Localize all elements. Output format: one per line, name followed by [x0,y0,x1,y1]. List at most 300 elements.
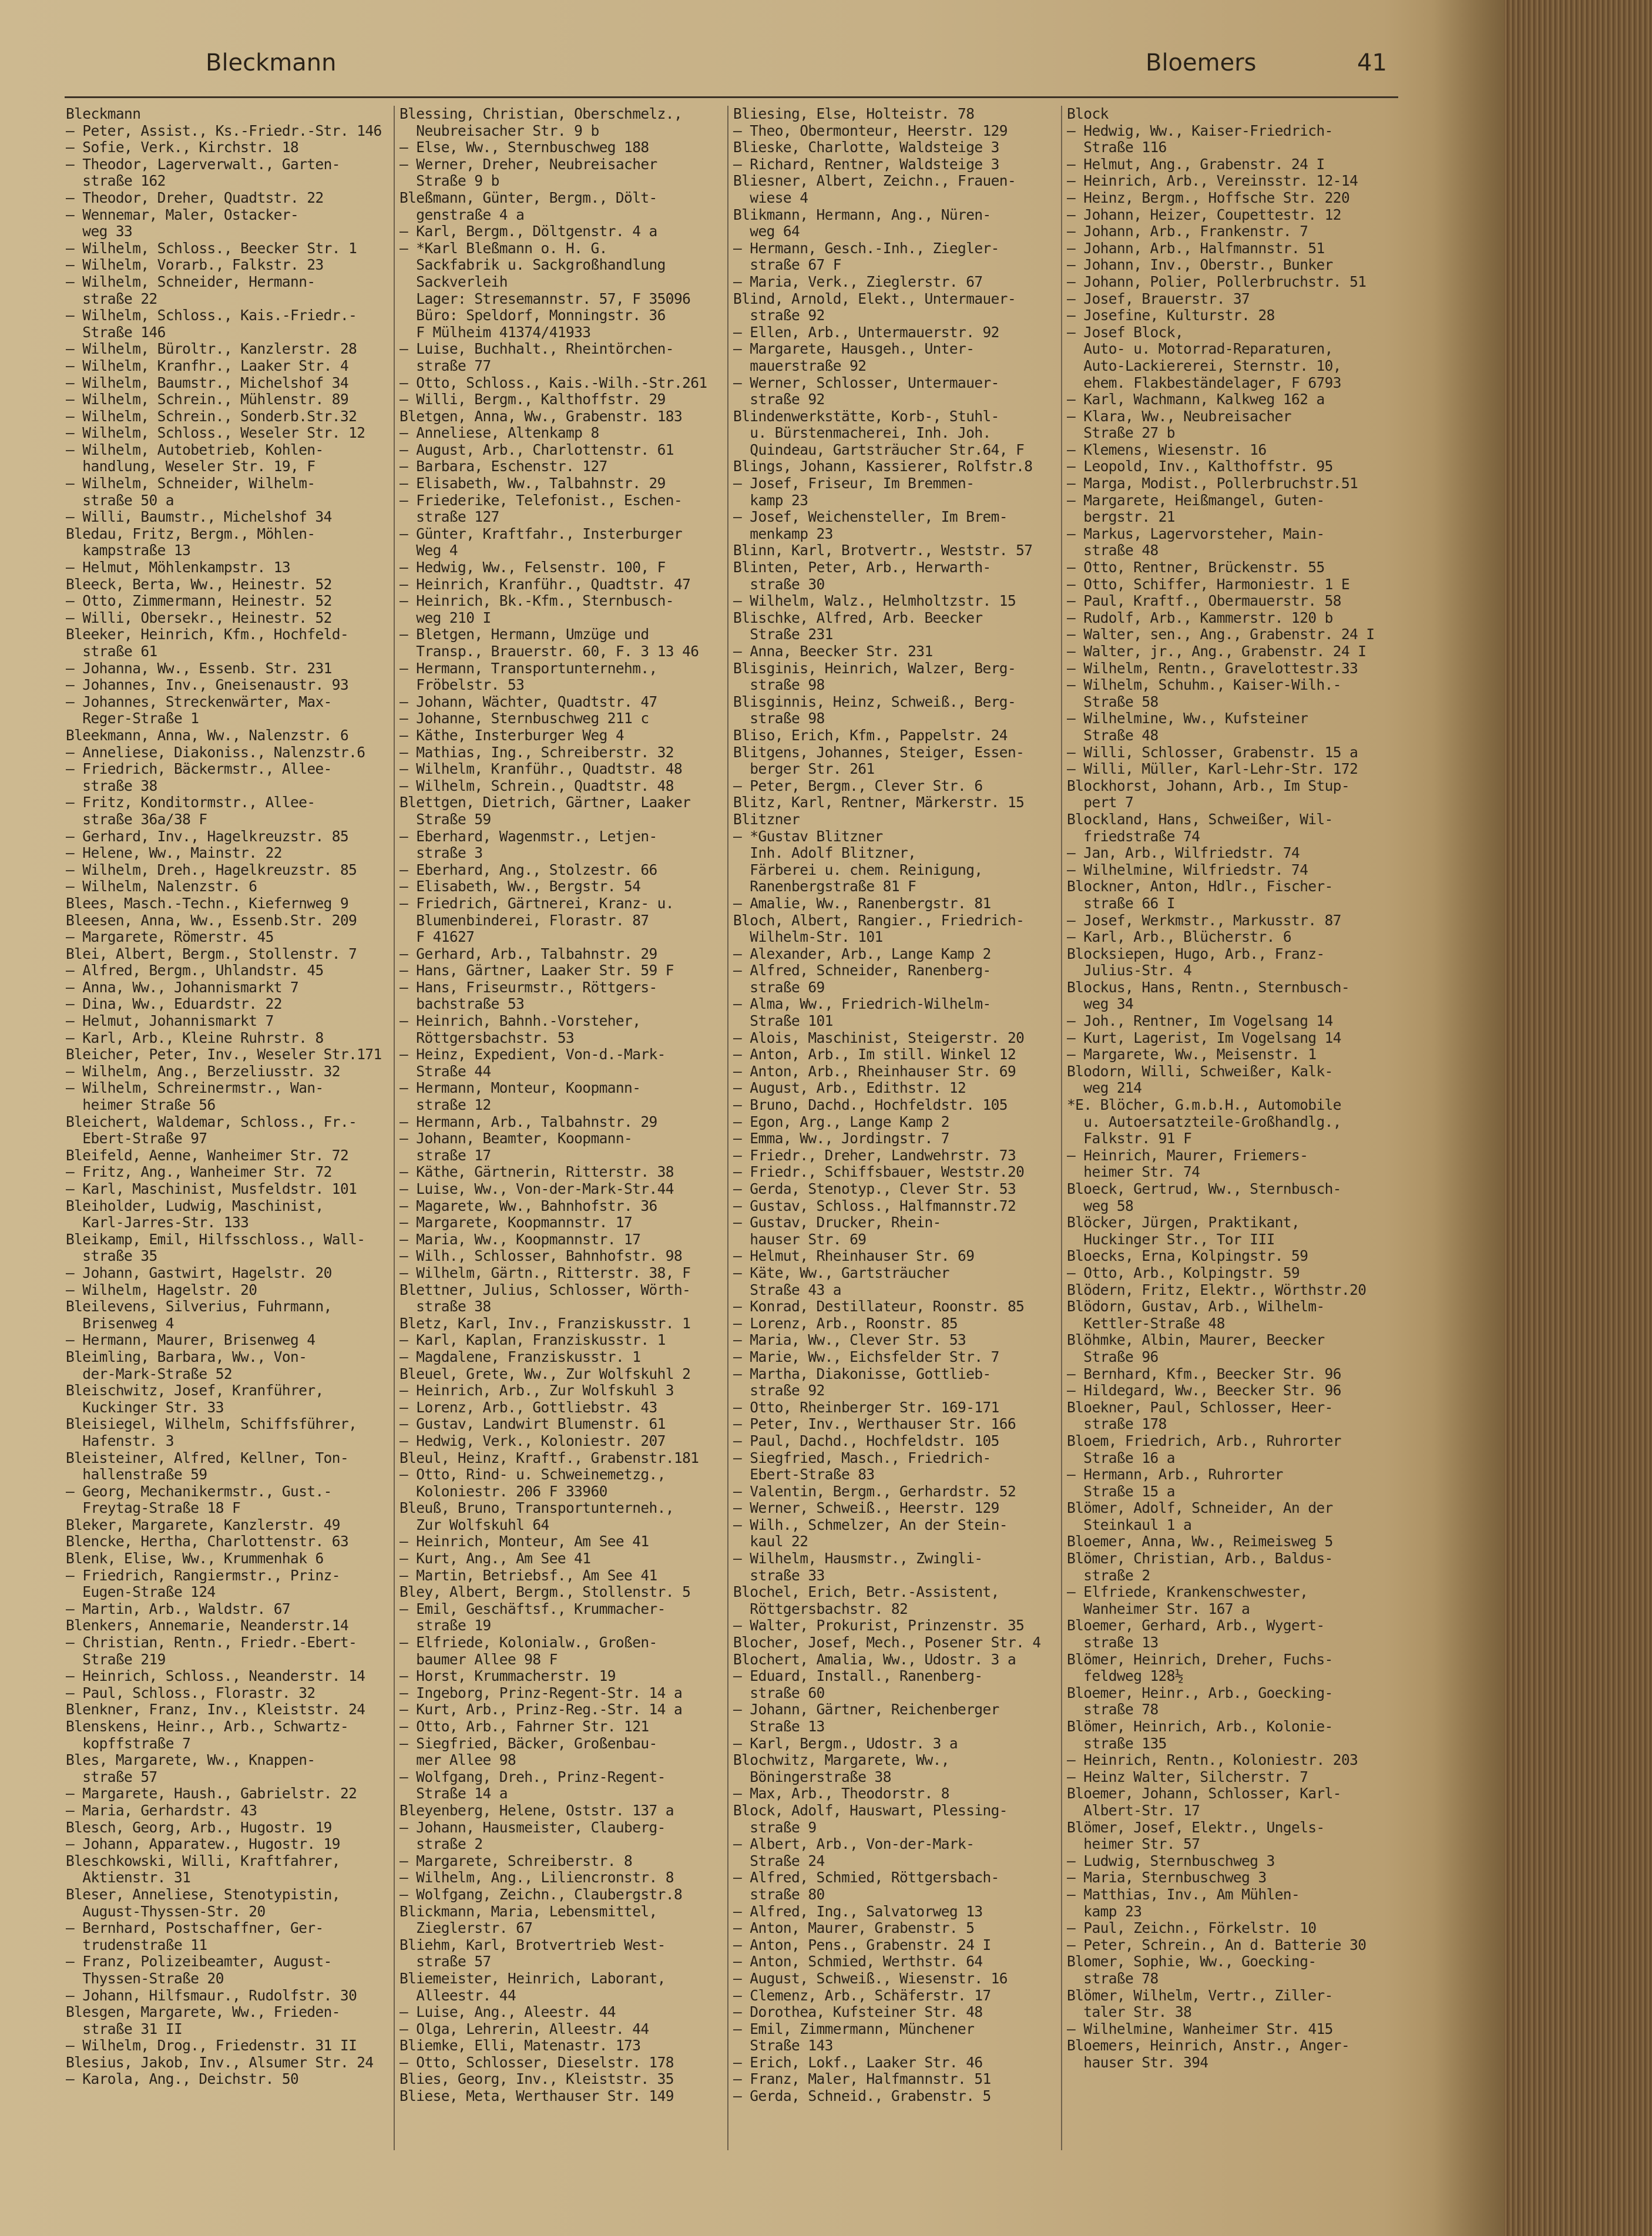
directory-entry: Böningerstraße 38 [733,1768,891,1785]
directory-entry: kamp 23 [1067,1902,1142,1920]
directory-entry: Eugen-Straße 124 [66,1583,216,1601]
directory-entry: Bloemer, Johann, Schlosser, Karl- [1067,1785,1341,1802]
directory-entry: — Siegfried, Masch., Friedrich- [733,1449,991,1466]
directory-entry: — Anna, Beecker Str. 231 [733,643,933,660]
directory-entry: Block, Adolf, Hauswart, Plessing- [733,1801,1008,1819]
directory-entry: Straße 101 [733,1012,833,1030]
directory-entry: — Rudolf, Arb., Kammerstr. 120 b [1067,609,1333,626]
directory-entry: — Margarete, Koopmannstr. 17 [399,1214,633,1231]
directory-entry: — Helmut, Ang., Grabenstr. 24 I [1067,155,1325,173]
directory-entry: weg 33 [66,223,133,240]
directory-entry: — Ingeborg, Prinz-Regent-Str. 14 a [399,1684,683,1701]
directory-entry: — Wilhelm, Ang., Liliencronstr. 8 [399,1869,674,1886]
directory-entry: — Josef, Weichensteller, Im Brem- [733,508,1008,526]
directory-entry: — Johannes, Streckenwärter, Max- [66,693,332,710]
directory-entry: — Valentin, Bergm., Gerhardstr. 52 [733,1482,1016,1500]
directory-entry: straße 36a/38 F [66,810,207,828]
column-3 [733,106,1055,2174]
directory-entry: straße 60 [733,1684,825,1701]
directory-entry: Bleisiegel, Wilhelm, Schiffsführer, [66,1415,357,1433]
directory-entry: Blömer, Christian, Arb., Baldus- [1067,1550,1333,1567]
directory-entry: — Hermann, Maurer, Brisenweg 4 [66,1331,315,1349]
directory-entry: — Friederike, Telefonist., Eschen- [399,491,683,509]
directory-entry: Straße 59 [399,810,491,828]
directory-entry: — Käte, Ww., Gartsträucher [733,1264,949,1281]
directory-entry: — Marga, Modist., Pollerbruchstr.51 [1067,475,1358,492]
directory-entry: Karl-Jarres-Str. 133 [66,1214,249,1231]
directory-entry: straße 12 [399,1096,491,1114]
directory-entry: Wanheimer Str. 167 a [1067,1600,1250,1617]
directory-entry: — Anneliese, Diakoniss., Nalenzstr.6 [66,743,365,761]
directory-entry: — Bernhard, Kfm., Beecker Str. 96 [1067,1365,1341,1382]
directory-entry: — Maria, Sternbuschweg 3 [1067,1869,1267,1886]
directory-entry: Straße 96 [1067,1348,1159,1365]
directory-entry: Blödorn, Gustav, Arb., Wilhelm- [1067,1298,1325,1315]
page-curl-shadow [1433,0,1504,2236]
directory-entry: — Karl, Bergm., Udostr. 3 a [733,1734,958,1752]
directory-entry: Blitzner [733,810,800,828]
directory-entry: — Karola, Ang., Deichstr. 50 [66,2070,299,2088]
directory-entry: Zieglerstr. 67 [399,1919,533,1937]
directory-entry: straße 2 [399,1835,483,1853]
directory-entry: — Johann, Polier, Pollerbruchstr. 51 [1067,273,1366,290]
directory-entry: — Gustav, Schloss., Halfmannstr.72 [733,1197,1016,1214]
directory-entry: straße 48 [1067,542,1159,559]
directory-entry: kampstraße 13 [66,542,191,559]
directory-entry: — Klara, Ww., Neubreisacher [1067,407,1292,425]
directory-entry: Blocksiepen, Hugo, Arb., Franz- [1067,945,1325,962]
directory-entry: Blomer, Sophie, Ww., Goecking- [1067,1953,1317,1970]
directory-entry: — Karl, Maschinist, Musfeldstr. 101 [66,1180,357,1197]
directory-entry: — Wilhelmine, Wilfriedstr. 74 [1067,861,1308,878]
directory-entry: — Johann, Hilfsmaur., Rudolfstr. 30 [66,1986,357,2004]
directory-entry: — Peter, Bergm., Clever Str. 6 [733,777,983,794]
directory-entry: — Amalie, Ww., Ranenbergstr. 81 [733,894,991,912]
directory-entry: Blessing, Christian, Oberschmelz., [399,106,683,122]
directory-entry: — Kurt, Lagerist, Im Vogelsang 14 [1067,1029,1341,1046]
directory-entry: — Bernhard, Postschaffner, Ger- [66,1919,324,1937]
directory-entry: Bliese, Meta, Werthauser Str. 149 [399,2087,674,2105]
directory-entry: Bloeck, Gertrud, Ww., Sternbusch- [1067,1180,1341,1197]
directory-entry: Bletz, Karl, Inv., Franziskusstr. 1 [399,1314,691,1332]
directory-entry: der-Mark-Straße 52 [66,1365,233,1382]
directory-entry: Kuckinger Str. 33 [66,1398,224,1416]
directory-entry: Blindenwerkstätte, Korb-, Stuhl- [733,407,999,425]
directory-entry: Bleiholder, Ludwig, Maschinist, [66,1197,324,1214]
directory-entry: — Wilhelm, Nalenzstr. 6 [66,878,257,895]
directory-entry: — Leopold, Inv., Kalthoffstr. 95 [1067,458,1333,475]
directory-entry: — Hedwig, Verk., Koloniestr. 207 [399,1432,666,1449]
directory-entry: Reger-Straße 1 [66,710,199,727]
directory-entry: — Werner, Schlosser, Untermauer- [733,374,999,391]
directory-entry: — Wilhelm, Dreh., Hagelkreuzstr. 85 [66,861,357,878]
directory-entry: — Margarete, Ww., Meisenstr. 1 [1067,1046,1317,1063]
directory-entry: Blinten, Peter, Arb., Herwarth- [733,559,991,576]
directory-entry: Blochwitz, Margarete, Ww., [733,1751,949,1769]
directory-entry: Straße 27 b [1067,424,1175,442]
directory-entry: — Helmut, Johannismarkt 7 [66,1012,274,1030]
directory-entry: Ebert-Straße 97 [66,1130,207,1147]
directory-entry: Blochel, Erich, Betr.-Assistent, [733,1583,999,1601]
directory-entry: — Fritz, Ang., Wanheimer Str. 72 [66,1163,332,1181]
directory-entry: — Horst, Krummacherstr. 19 [399,1667,616,1685]
directory-entry: — Paul, Kraftf., Obermauerstr. 58 [1067,592,1341,610]
directory-entry: — Hans, Gärtner, Laaker Str. 59 F [399,962,674,979]
directory-entry: Bliso, Erich, Kfm., Pappelstr. 24 [733,726,1008,744]
directory-entry: Straße 116 [1067,139,1167,156]
directory-entry: — Heinrich, Schloss., Neanderstr. 14 [66,1667,365,1685]
directory-entry: — Wilhelm, Schreinermstr., Wan- [66,1079,324,1097]
directory-entry: — Johann, Arb., Halfmannstr. 51 [1067,239,1325,257]
directory-entry: Blitgens, Johannes, Steiger, Essen- [733,743,1025,761]
page-number: 41 [1357,49,1387,76]
directory-entry: straße 17 [399,1146,491,1164]
directory-entry: — Maria, Ww., Koopmannstr. 17 [399,1230,641,1248]
directory-entry: Sackfabrik u. Sackgroßhandlung [399,256,666,274]
directory-entry: — Josef, Friseur, Im Bremmen- [733,475,975,492]
directory-entry: — Gerhard, Inv., Hagelkreuzstr. 85 [66,827,349,845]
directory-entry: — Friedr., Schiffsbauer, Weststr.20 [733,1163,1025,1181]
directory-entry: *E. Blöcher, G.m.b.H., Automobile [1067,1096,1341,1114]
directory-entry: — Wilhelm, Rentn., Gravelottestr.33 [1067,659,1358,677]
directory-entry: Straße 16 a [1067,1449,1175,1466]
column-4 [1067,106,1389,2174]
directory-entry: — Friedrich, Gärtnerei, Kranz- u. [399,894,674,912]
directory-entry: Bleßmann, Günter, Bergm., Dölt- [399,189,657,206]
directory-entry: — Friedrich, Rangiermstr., Prinz- [66,1566,340,1584]
directory-entry: — Johann, Gastwirt, Hagelstr. 20 [66,1264,332,1281]
directory-entry: — Anna, Ww., Johannismarkt 7 [66,978,299,996]
directory-entry: — Hedwig, Ww., Kaiser-Friedrich- [1067,122,1333,139]
directory-entry: — Anton, Arb., Rheinhauser Str. 69 [733,1062,1016,1080]
directory-entry: Bley, Albert, Bergm., Stollenstr. 5 [399,1583,691,1601]
directory-entry: trudenstraße 11 [66,1936,207,1953]
directory-entry: handlung, Weseler Str. 19, F [66,458,315,475]
directory-entry: — Wilhelm, Walz., Helmholtzstr. 15 [733,592,1016,610]
directory-entry: Straße 58 [1067,693,1159,710]
directory-entry: — Willi, Schlosser, Grabenstr. 15 a [1067,743,1358,761]
directory-entry: — Karl, Arb., Kleine Ruhrstr. 8 [66,1029,324,1046]
directory-entry: — Magarete, Ww., Bahnhofstr. 36 [399,1197,657,1214]
directory-entry: Falkstr. 91 F [1067,1130,1192,1147]
directory-entry: — Karl, Arb., Blücherstr. 6 [1067,928,1292,946]
directory-entry: weg 58 [1067,1197,1134,1214]
directory-entry: — Ellen, Arb., Untermauerstr. 92 [733,323,999,341]
directory-entry: Blitz, Karl, Rentner, Märkerstr. 15 [733,794,1025,811]
directory-entry: — Johann, Apparatew., Hugostr. 19 [66,1835,340,1853]
directory-entry: — Alfred, Ing., Salvatorweg 13 [733,1902,983,1920]
directory-entry: — Wilhelm, Autobetrieb, Kohlen- [66,441,324,458]
directory-entry: Blischke, Alfred, Arb. Beecker [733,609,983,626]
directory-entry: Bloemer, Heinr., Arb., Goecking- [1067,1684,1333,1701]
directory-entry: — Alfred, Schmied, Röttgersbach- [733,1869,999,1886]
directory-entry: Alleestr. 44 [399,1986,516,2004]
directory-entry: — Heinrich, Rentn., Koloniestr. 203 [1067,1751,1358,1769]
directory-entry: bachstraße 53 [399,995,525,1013]
directory-entry: Straße 9 b [399,172,499,190]
directory-entry: — Margarete, Hausgeh., Unter- [733,340,975,358]
directory-entry: — Kurt, Arb., Prinz-Reg.-Str. 14 a [399,1701,683,1718]
directory-entry: — Sofie, Verk., Kirchstr. 18 [66,139,299,156]
directory-entry: — Olga, Lehrerin, Alleestr. 44 [399,2020,649,2037]
directory-entry: — Alma, Ww., Friedrich-Wilhelm- [733,995,991,1013]
directory-entry: kaul 22 [733,1533,808,1550]
directory-entry: Sackverleih [399,273,508,290]
directory-entry: — Emil, Geschäftsf., Krummacher- [399,1600,666,1617]
directory-entry: heimer Str. 74 [1067,1163,1200,1181]
directory-entry: — Willi, Müller, Karl-Lehr-Str. 172 [1067,760,1358,778]
directory-entry: — Wennemar, Maler, Ostacker- [66,206,299,223]
directory-entry: — Konrad, Destillateur, Roonstr. 85 [733,1298,1025,1315]
directory-entry: — Wilh., Schlosser, Bahnhofstr. 98 [399,1247,683,1265]
directory-entry: heimer Straße 56 [66,1096,216,1114]
directory-entry: Koloniestr. 206 F 33960 [399,1482,607,1500]
directory-entry: — Johann, Inv., Oberstr., Bunker [1067,256,1333,274]
directory-entry: — Josef, Werkmstr., Markusstr. 87 [1067,911,1341,929]
directory-entry: — Hermann, Arb., Talbahnstr. 29 [399,1113,657,1130]
directory-entry: — Luise, Buchhalt., Rheintörchen- [399,340,674,358]
directory-entry: Blömer, Heinrich, Dreher, Fuchs- [1067,1650,1333,1668]
directory-entry: friedstraße 74 [1067,827,1200,845]
directory-entry: — Elisabeth, Ww., Talbahnstr. 29 [399,475,666,492]
directory-entry: — Josefine, Kulturstr. 28 [1067,307,1275,324]
directory-entry: Zur Wolfskuhl 64 [399,1516,549,1533]
directory-entry: — Paul, Dachd., Hochfeldstr. 105 [733,1432,999,1449]
directory-entry: straße 19 [399,1617,491,1634]
directory-entry: weg 34 [1067,995,1134,1013]
directory-entry: straße 92 [733,1382,825,1399]
directory-entry: — Paul, Schloss., Florastr. 32 [66,1684,315,1701]
header-first-name: Bleckmann [206,49,337,76]
directory-entry: — Klemens, Wiesenstr. 16 [1067,441,1267,458]
book-page-edges [1504,0,1652,2236]
directory-entry: — Christian, Rentn., Friedr.-Ebert- [66,1634,357,1651]
directory-entry: — Max, Arb., Theodorstr. 8 [733,1785,949,1802]
directory-entry: Straße 219 [66,1650,166,1668]
directory-entry: Bleeck, Berta, Ww., Heinestr. 52 [66,575,332,593]
directory-entry: Ebert-Straße 83 [733,1466,875,1483]
directory-entry: — Mathias, Ing., Schreiberstr. 32 [399,743,674,761]
directory-entry: — Maria, Gerhardstr. 43 [66,1801,257,1819]
directory-entry: — Luise, Ww., Von-der-Mark-Str.44 [399,1180,674,1197]
directory-entry: — Margarete, Haush., Gabrielstr. 22 [66,1785,357,1802]
directory-entry: — Gustav, Drucker, Rhein- [733,1214,941,1231]
directory-entry: — Wilhelmine, Wanheimer Str. 415 [1067,2020,1333,2037]
directory-entry: Block [1067,106,1109,122]
directory-entry: straße 22 [66,290,157,307]
directory-entry: — Walter, sen., Ang., Grabenstr. 24 I [1067,626,1375,643]
directory-entry: — Theo, Obermonteur, Heerstr. 129 [733,122,1008,139]
directory-entry: genstraße 4 a [399,206,525,223]
directory-entry: straße 33 [733,1566,825,1584]
directory-entry: Blenskens, Heinr., Arb., Schwartz- [66,1718,349,1735]
directory-entry: — Johann, Arb., Frankenstr. 7 [1067,223,1308,240]
directory-entry: hallenstraße 59 [66,1466,207,1483]
column-divider [727,106,728,2150]
directory-entry: — August, Schweiß., Wiesenstr. 16 [733,1969,1008,1987]
directory-entry: — Otto, Rentner, Brückenstr. 55 [1067,559,1325,576]
directory-entry: u. Autoersatzteile-Großhandlg., [1067,1113,1341,1130]
directory-entry: ehem. Flakbeständelager, F 6793 [1067,374,1341,391]
directory-entry: Bleuß, Bruno, Transportunterneh., [399,1499,674,1517]
directory-entry: — Helene, Ww., Mainstr. 22 [66,844,282,862]
directory-entry: Blenkers, Annemarie, Neanderstr.14 [66,1617,349,1634]
directory-entry: Huckinger Str., Tor III [1067,1230,1275,1248]
directory-entry: wiese 4 [733,189,808,206]
directory-entry: — Wilhelm, Hagelstr. 20 [66,1281,257,1298]
directory-entry: — Gustav, Landwirt Blumenstr. 61 [399,1415,666,1433]
directory-entry: Straße 231 [733,626,833,643]
directory-entry: — Heinrich, Arb., Vereinsstr. 12-14 [1067,172,1358,190]
directory-entry: Bleifeld, Aenne, Wanheimer Str. 72 [66,1146,349,1164]
directory-entry: — Johanna, Ww., Essenb. Str. 231 [66,659,332,677]
directory-entry: — Johann, Gärtner, Reichenberger [733,1701,999,1718]
directory-entry: Bloekner, Paul, Schlosser, Heer- [1067,1398,1333,1416]
directory-entry: — August, Arb., Charlottenstr. 61 [399,441,674,458]
directory-entry: bergstr. 21 [1067,508,1175,526]
directory-entry: — Fritz, Konditormstr., Allee- [66,794,315,811]
directory-entry: Blenkner, Franz, Inv., Kleiststr. 24 [66,1701,365,1718]
directory-entry: Blettner, Julius, Schlosser, Wörth- [399,1281,691,1298]
directory-entry: Blikmann, Hermann, Ang., Nüren- [733,206,991,223]
directory-entry: — Wilhelm, Schneider, Hermann- [66,273,315,290]
directory-entry: — Alois, Maschinist, Steigerstr. 20 [733,1029,1025,1046]
directory-entry: — Wolfgang, Dreh., Prinz-Regent- [399,1768,666,1785]
directory-entry: straße 57 [66,1768,157,1785]
directory-entry: — Wilhelm, Schrein., Sonderb.Str.32 [66,407,357,425]
directory-entry: hauser Str. 69 [733,1230,867,1248]
directory-entry: — Bruno, Dachd., Hochfeldstr. 105 [733,1096,1008,1114]
directory-entry: August-Thyssen-Str. 20 [66,1902,266,1920]
directory-entry: — Elisabeth, Ww., Bergstr. 54 [399,878,641,895]
directory-entry: — Johann, Beamter, Koopmann- [399,1130,633,1147]
directory-entry: — Martin, Arb., Waldstr. 67 [66,1600,291,1617]
directory-entry: Blöhmke, Albin, Maurer, Beecker [1067,1331,1325,1349]
directory-entry: u. Bürstenmacherei, Inh. Joh. [733,424,991,442]
directory-entry: Blings, Johann, Kassierer, Rolfstr.8 [733,458,1033,475]
directory-entry: — Käthe, Insterburger Weg 4 [399,726,624,744]
directory-entry: — Karl, Kaplan, Franziskusstr. 1 [399,1331,666,1349]
directory-entry: — Wilhelm, Schrein., Quadtstr. 48 [399,777,674,794]
directory-entry: Blödern, Fritz, Elektr., Wörthstr.20 [1067,1281,1366,1298]
directory-entry: Bleichert, Waldemar, Schloss., Fr.- [66,1113,357,1130]
directory-entry: Blesgen, Margarete, Ww., Frieden- [66,2003,340,2021]
directory-entry: straße 38 [66,777,157,794]
directory-entry: straße 92 [733,391,825,408]
directory-entry: — Martha, Diakonisse, Gottlieb- [733,1365,991,1382]
directory-entry: — Alfred, Bergm., Uhlandstr. 45 [66,962,324,979]
directory-entry: Bleimling, Barbara, Ww., Von- [66,1348,307,1365]
directory-entry: Blömer, Heinrich, Arb., Kolonie- [1067,1718,1333,1735]
directory-entry: — Hermann, Transportunternehm., [399,659,657,677]
directory-entry: — Otto, Rheinberger Str. 169-171 [733,1398,999,1416]
directory-entry: — Markus, Lagervorsteher, Main- [1067,525,1325,542]
directory-entry: Straße 143 [733,2037,833,2054]
directory-entry: — Hermann, Arb., Ruhrorter [1067,1466,1283,1483]
directory-entry: Aktienstr. 31 [66,1869,191,1886]
directory-entry: Blesius, Jakob, Inv., Alsumer Str. 24 [66,2053,374,2071]
directory-entry: Neubreisacher Str. 9 b [399,122,599,139]
directory-entry: — *Gustav Blitzner [733,827,883,845]
directory-entry: — Egon, Arg., Lange Kamp 2 [733,1113,949,1130]
directory-entry: pert 7 [1067,794,1134,811]
directory-entry: straße 50 a [66,491,174,509]
directory-entry: Bloemer, Gerhard, Arb., Wygert- [1067,1617,1325,1634]
directory-entry: — Josef, Brauerstr. 37 [1067,290,1250,307]
directory-entry: — Lorenz, Arb., Roonstr. 85 [733,1314,958,1332]
directory-entry: — Albert, Arb., Von-der-Mark- [733,1835,975,1853]
directory-entry: Steinkaul 1 a [1067,1516,1192,1533]
directory-entry: Transp., Brauerstr. 60, F. 3 13 46 [399,643,699,660]
directory-entry: — Anneliese, Altenkamp 8 [399,424,599,442]
directory-entry: — Joh., Rentner, Im Vogelsang 14 [1067,1012,1333,1030]
directory-entry: — Else, Ww., Sternbuschweg 188 [399,139,649,156]
directory-entry: — Eduard, Install., Ranenberg- [733,1667,983,1685]
directory-entry: — Anton, Arb., Im still. Winkel 12 [733,1046,1016,1063]
directory-entry: — Walter, jr., Ang., Grabenstr. 24 I [1067,643,1366,660]
directory-entry: Blodorn, Willi, Schweißer, Kalk- [1067,1062,1333,1080]
header-last-name: Bloemers [1146,49,1257,76]
directory-entry: — Günter, Kraftfahr., Insterburger [399,525,683,542]
directory-entry: — Peter, Assist., Ks.-Friedr.-Str. 146 [66,122,382,139]
directory-entry: Bleikamp, Emil, Hilfsschloss., Wall- [66,1230,365,1248]
directory-entry: — Peter, Inv., Werthauser Str. 166 [733,1415,1016,1433]
directory-entry: — Theodor, Lagerverwalt., Garten- [66,155,340,173]
directory-entry: Blettgen, Dietrich, Gärtner, Laaker [399,794,691,811]
directory-entry: Auto- u. Motorrad-Reparaturen, [1067,340,1333,358]
directory-entry: straße 98 [733,710,825,727]
directory-entry: — Hermann, Monteur, Koopmann- [399,1079,641,1097]
directory-entry: — Josef Block, [1067,323,1184,341]
directory-entry: Straße 24 [733,1852,825,1869]
directory-entry: — Wolfgang, Zeichn., Claubergstr.8 [399,1885,683,1903]
directory-entry: — Anton, Schmied, Werthstr. 64 [733,1953,983,1970]
directory-entry: Blocher, Josef, Mech., Posener Str. 4 [733,1634,1041,1651]
directory-entry: Bleker, Margarete, Kanzlerstr. 49 [66,1516,340,1533]
directory-entry: berger Str. 261 [733,760,875,778]
directory-entry: F Mülheim 41374/41933 [399,323,591,341]
directory-entry: — Wilhelm, Büroltr., Kanzlerstr. 28 [66,340,357,358]
directory-entry: — Karl, Bergm., Döltgenstr. 4 a [399,223,657,240]
directory-entry: Blumenbinderei, Florastr. 87 [399,911,649,929]
directory-entry: — Maria, Verk., Zieglerstr. 67 [733,273,983,290]
directory-entry: — Elfriede, Krankenschwester, [1067,1583,1308,1601]
directory-entry: Inh. Adolf Blitzner, [733,844,916,862]
directory-entry: — Alfred, Schneider, Ranenberg- [733,962,991,979]
directory-entry: straße 162 [66,172,166,190]
directory-entry: Röttgersbachstr. 53 [399,1029,575,1046]
directory-entry: Blöcker, Jürgen, Praktikant, [1067,1214,1300,1231]
directory-entry: — Wilhelmine, Ww., Kufsteiner [1067,710,1308,727]
column-divider [394,106,395,2150]
directory-entry: — Gerhard, Arb., Talbahnstr. 29 [399,945,657,962]
directory-entry: Blömer, Wilhelm, Vertr., Ziller- [1067,1986,1333,2004]
directory-entry: Julius-Str. 4 [1067,962,1192,979]
directory-entry: weg 210 I [399,609,491,626]
directory-entry: Färberei u. chem. Reinigung, [733,861,983,878]
directory-entry: Bleyenberg, Helene, Oststr. 137 a [399,1801,674,1819]
directory-entry: weg 214 [1067,1079,1142,1097]
directory-entry: menkamp 23 [733,525,833,542]
directory-entry: — Otto, Schloss., Kais.-Wilh.-Str.261 [399,374,707,391]
directory-entry: hauser Str. 394 [1067,2053,1208,2071]
directory-entry: — Lorenz, Arb., Gottliebstr. 43 [399,1398,657,1416]
directory-entry: — Wilhelm, Ang., Berzeliusstr. 32 [66,1062,340,1080]
directory-entry: Blencke, Hertha, Charlottenstr. 63 [66,1533,349,1550]
directory-entry: Auto-Lackiererei, Sternstr. 10, [1067,357,1341,374]
directory-entry: Blenk, Elise, Ww., Krummenhak 6 [66,1550,324,1567]
directory-entry: — Hermann, Gesch.-Inh., Ziegler- [733,239,999,257]
